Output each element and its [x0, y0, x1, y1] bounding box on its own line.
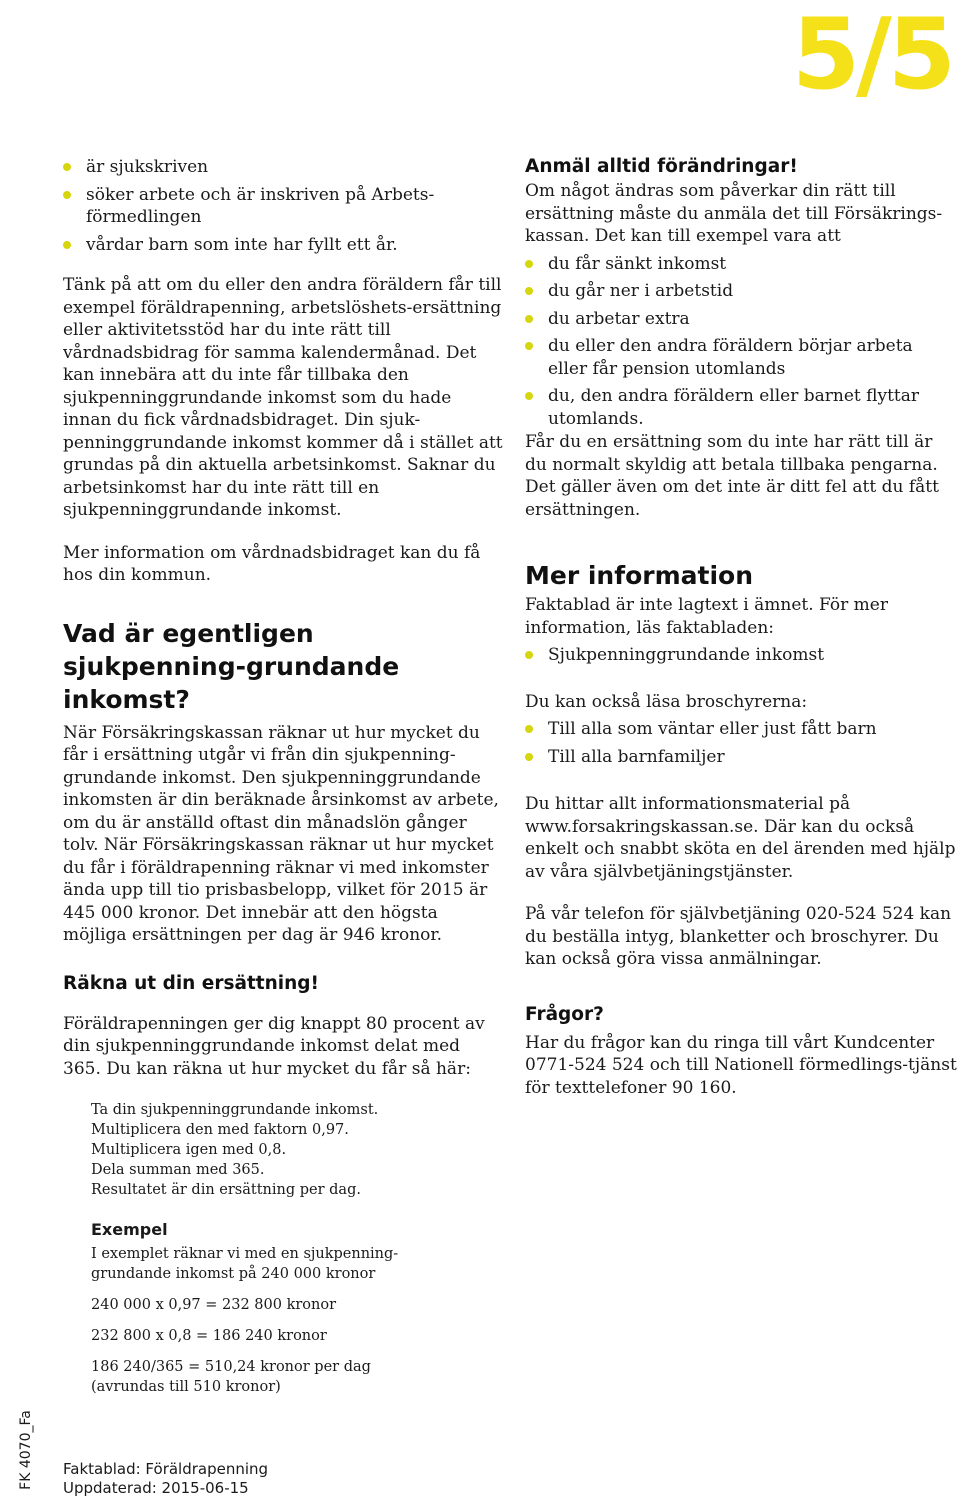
- paragraph-rakna-ut: Föräldrapenningen ger dig knappt 80 procent av din sjukpenninggrundande inkomst delat med 365. Du kan räkna ut hur mycket du får så här:: [63, 1013, 485, 1079]
- page-number: 5/5: [791, 0, 952, 112]
- paragraph-mer-info-kommun: Mer information om vårdnadsbidraget kan du få hos din kommun.: [63, 542, 481, 585]
- step-item: Multiplicera igen med 0,8.: [91, 1142, 287, 1158]
- bullet-icon: [63, 191, 71, 199]
- heading-fragor: Frågor?: [525, 1003, 604, 1025]
- list-item: du eller den andra föräldern börjar arbeta eller får pension utomlands: [525, 335, 957, 380]
- list-item: vårdar barn som inte har fyllt ett år.: [63, 234, 503, 257]
- bullet-icon: [63, 163, 71, 171]
- bullet-icon: [525, 260, 533, 268]
- paragraph-aterbetalning: Får du en ersättning som du inte har rätt till är du normalt skyldig att betala tillbaka pengarna. Det gäller även om det inte är ditt fel att du fått ersättningen.: [525, 432, 939, 520]
- faktablad-list: [525, 644, 957, 667]
- bullet-icon: [525, 342, 533, 350]
- bullet-icon: [63, 241, 71, 249]
- footer: [63, 1460, 268, 1498]
- calculation-steps: [63, 1100, 503, 1200]
- heading-rakna-ut: Räkna ut din ersättning!: [63, 972, 319, 994]
- eligibility-list: [63, 156, 503, 256]
- paragraph-telefon: På vår telefon för självbetjäning 020-524 524 kan du beställa intyg, blanketter och broschyrer. Du kan också göra vissa anmälningar.: [525, 904, 952, 969]
- example-box: [63, 1220, 503, 1397]
- example-calc-3: 186 240/365 = 510,24 kronor per dag (avrundas till 510 kronor): [91, 1359, 371, 1395]
- bullet-icon: [525, 753, 533, 761]
- example-intro: I exemplet räknar vi med en sjukpenning- grundande inkomst på 240 000 kronor: [91, 1246, 399, 1282]
- step-item: Ta din sjukpenninggrundande inkomst.: [91, 1102, 379, 1118]
- bullet-icon: [525, 725, 533, 733]
- bullet-icon: [525, 287, 533, 295]
- list-item: Sjukpenninggrundande inkomst: [525, 644, 957, 667]
- paragraph-webbplats: Du hittar allt informationsmaterial på www.forsakringskassan.se. Där kan du också enkelt och snabbt sköta en del ärenden med hjälp av våra självbetjäningstjänster.: [525, 794, 956, 882]
- broschyr-list: [525, 718, 957, 768]
- changes-list: [525, 253, 957, 431]
- step-item: Dela summan med 365.: [91, 1162, 265, 1178]
- heading-sgi: Vad är egentligen sjukpenning-grundande inkomst?: [63, 618, 400, 714]
- list-item: söker arbete och är inskriven på Arbets- förmedlingen: [63, 184, 503, 229]
- example-calc-1: 240 000 x 0,97 = 232 800 kronor: [91, 1297, 337, 1313]
- paragraph-vardnadsbidrag: Tänk på att om du eller den andra föräldern får till exempel föräldrapenning, arbetslöshets-ersättning eller aktivitetsstöd har du inte rätt till vårdnadsbidrag för samma kalendermånad. Det kan innebära att du inte får tillbaka den sjukpenninggrundande inkomst som du hade innan du fick vårdnadsbidraget. Din sjuk-penninggrundande inkomst kommer då i stället att grundas på din aktuella arbetsinkomst. Saknar du arbetsinkomst har du inte rätt till en sjukpenninggrundande inkomst.: [63, 275, 503, 520]
- right-column: [525, 156, 957, 1099]
- paragraph-sgi: När Försäkringskassan räknar ut hur mycket du får i ersättning utgår vi från din sjukpenning-grundande inkomst. Den sjukpenninggrundande inkomsten är din beräknade årsinkomst av arbete, om du är anställd oftast din månadslön gånger tolv. När Försäkringskassan räknar ut hur mycket du får i föräldrapenning räknar vi med inkomster ända upp till tio prisbasbelopp, vilket för 2015 är 445 000 kronor. Det innebär att den högsta möjliga ersättningen per dag är 946 kronor.: [63, 722, 499, 945]
- bullet-icon: [525, 315, 533, 323]
- heading-anmal: Anmäl alltid förändringar!: [525, 156, 798, 177]
- list-item: du får sänkt inkomst: [525, 253, 957, 276]
- bullet-icon: [525, 651, 533, 659]
- list-item: Till alla som väntar eller just fått barn: [525, 718, 957, 741]
- step-item: Resultatet är din ersättning per dag.: [91, 1182, 361, 1198]
- footer-updated: Uppdaterad: 2015-06-15: [63, 1479, 249, 1497]
- paragraph-broschyrer: Du kan också läsa broschyrerna:: [525, 691, 808, 712]
- list-item: är sjukskriven: [63, 156, 503, 179]
- heading-mer-information: Mer information: [525, 561, 754, 590]
- left-column: [63, 156, 503, 1397]
- list-item: du, den andra föräldern eller barnet flyttar utomlands.: [525, 385, 957, 430]
- example-calc-2: 232 800 x 0,8 = 186 240 kronor: [91, 1328, 327, 1344]
- form-code: FK 4070_Fa: [17, 1410, 34, 1490]
- example-title: Exempel: [91, 1220, 168, 1239]
- step-item: Multiplicera den med faktorn 0,97.: [91, 1122, 349, 1138]
- paragraph-faktablad: Faktablad är inte lagtext i ämnet. För mer information, läs faktabladen:: [525, 595, 888, 638]
- bullet-icon: [525, 392, 533, 400]
- footer-title: Faktablad: Föräldrapenning: [63, 1460, 269, 1478]
- list-item: du arbetar extra: [525, 308, 957, 331]
- paragraph-kundcenter: Har du frågor kan du ringa till vårt Kundcenter 0771-524 524 och till Nationell förmedlings-tjänst för texttelefoner 90 160.: [525, 1032, 957, 1098]
- paragraph-anmal: Om något ändras som påverkar din rätt till ersättning måste du anmäla det till Försäkrings-kassan. Det kan till exempel vara att: [525, 181, 943, 246]
- list-item: du går ner i arbetstid: [525, 280, 957, 303]
- list-item: Till alla barnfamiljer: [525, 746, 957, 769]
